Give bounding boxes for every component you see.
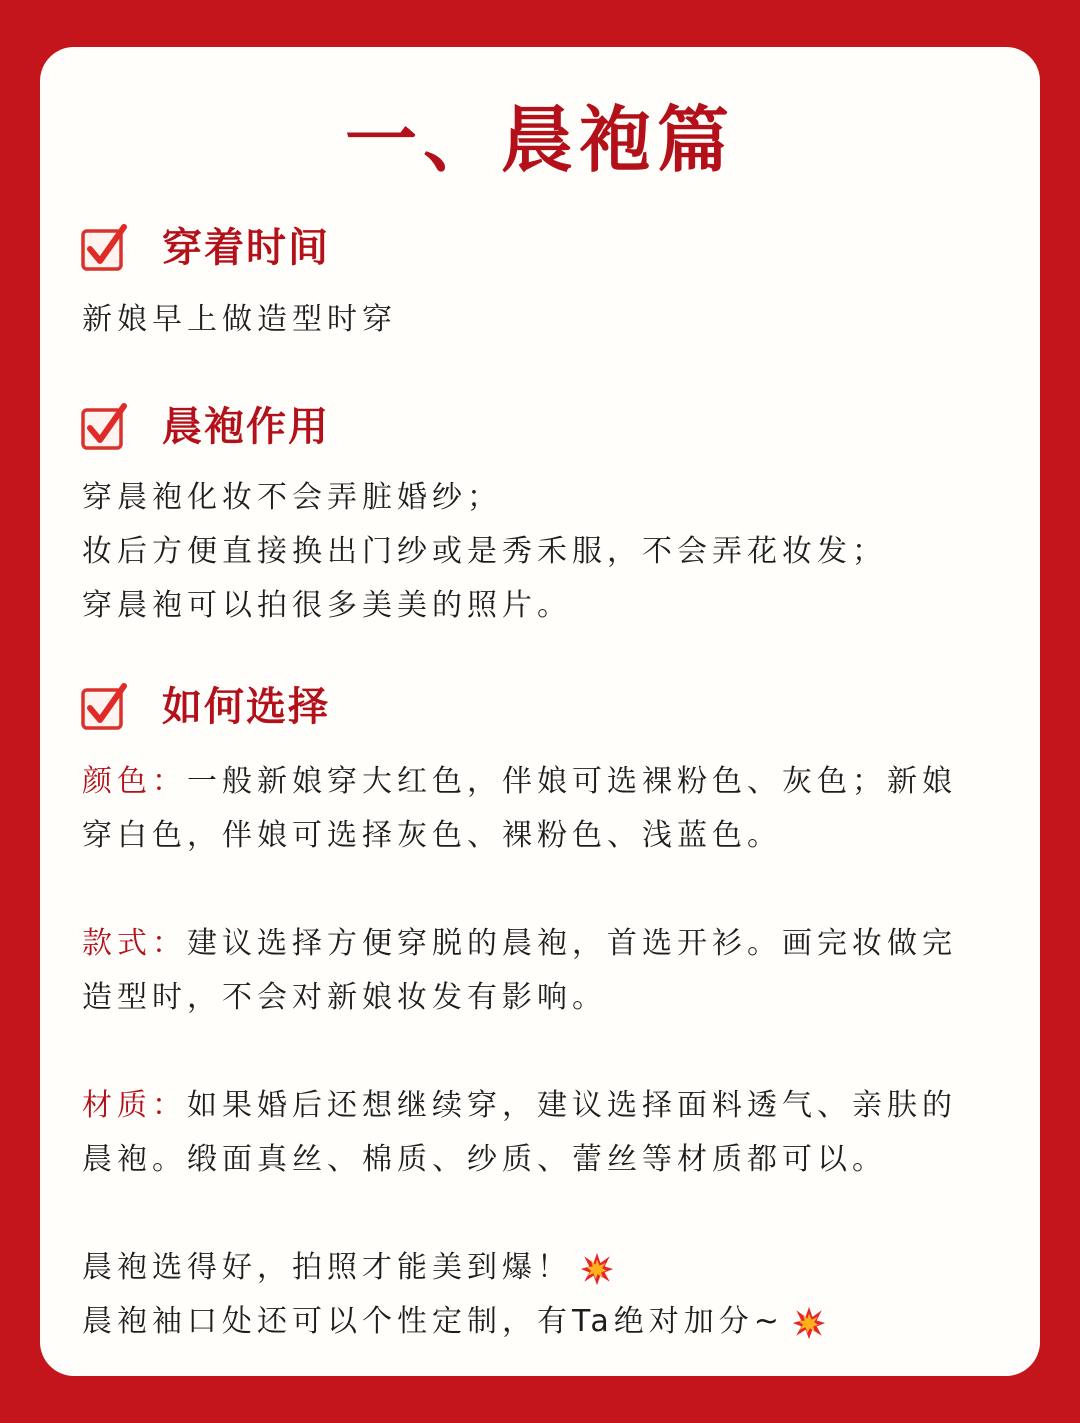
footer-line-1	[82, 1248, 614, 1288]
wear-time-text: 新娘早上做造型时穿	[82, 302, 397, 337]
footer-text-1: 晨袍选得好，拍照才能美到爆！	[82, 1250, 572, 1285]
section-heading-text: 穿着时间	[162, 225, 330, 271]
collision-icon	[792, 1306, 826, 1340]
color-label: 颜色：	[82, 764, 187, 799]
style-text: 建议选择方便穿脱的晨袍，首选开衫。画完妆做完	[187, 926, 957, 961]
style-label: 款式：	[82, 926, 187, 961]
material-text: 如果婚后还想继续穿，建议选择面料透气、亲肤的	[187, 1088, 957, 1123]
color-line-1	[82, 762, 957, 802]
material-label: 材质：	[82, 1088, 187, 1123]
page-title: 一、晨袍篇	[344, 98, 735, 182]
purpose-line-1: 穿晨袍化妆不会弄脏婚纱；	[82, 480, 502, 515]
section-heading-text: 如何选择	[162, 684, 330, 730]
checkbox-checked-icon	[80, 682, 130, 732]
color-text: 一般新娘穿大红色，伴娘可选裸粉色、灰色；新娘	[187, 764, 957, 799]
style-line-2: 造型时，不会对新娘妆发有影响。	[82, 980, 607, 1015]
purpose-line-2: 妆后方便直接换出门纱或是秀禾服，不会弄花妆发；	[82, 534, 887, 569]
purpose-line-3: 穿晨袍可以拍很多美美的照片。	[82, 588, 572, 623]
collision-icon	[580, 1252, 614, 1286]
style-line-1	[82, 924, 957, 964]
footer-text-2: 晨袍袖口处还可以个性定制，有Ta绝对加分~	[82, 1304, 784, 1339]
material-line-1	[82, 1086, 957, 1126]
checkbox-checked-icon	[80, 402, 130, 452]
material-line-2: 晨袍。缎面真丝、棉质、纱质、蕾丝等材质都可以。	[82, 1142, 887, 1177]
color-line-2: 穿白色，伴娘可选择灰色、裸粉色、浅蓝色。	[82, 818, 782, 853]
checkbox-checked-icon	[80, 223, 130, 273]
footer-line-2	[82, 1302, 826, 1342]
content-card	[40, 47, 1040, 1376]
section-heading-text: 晨袍作用	[162, 404, 330, 450]
